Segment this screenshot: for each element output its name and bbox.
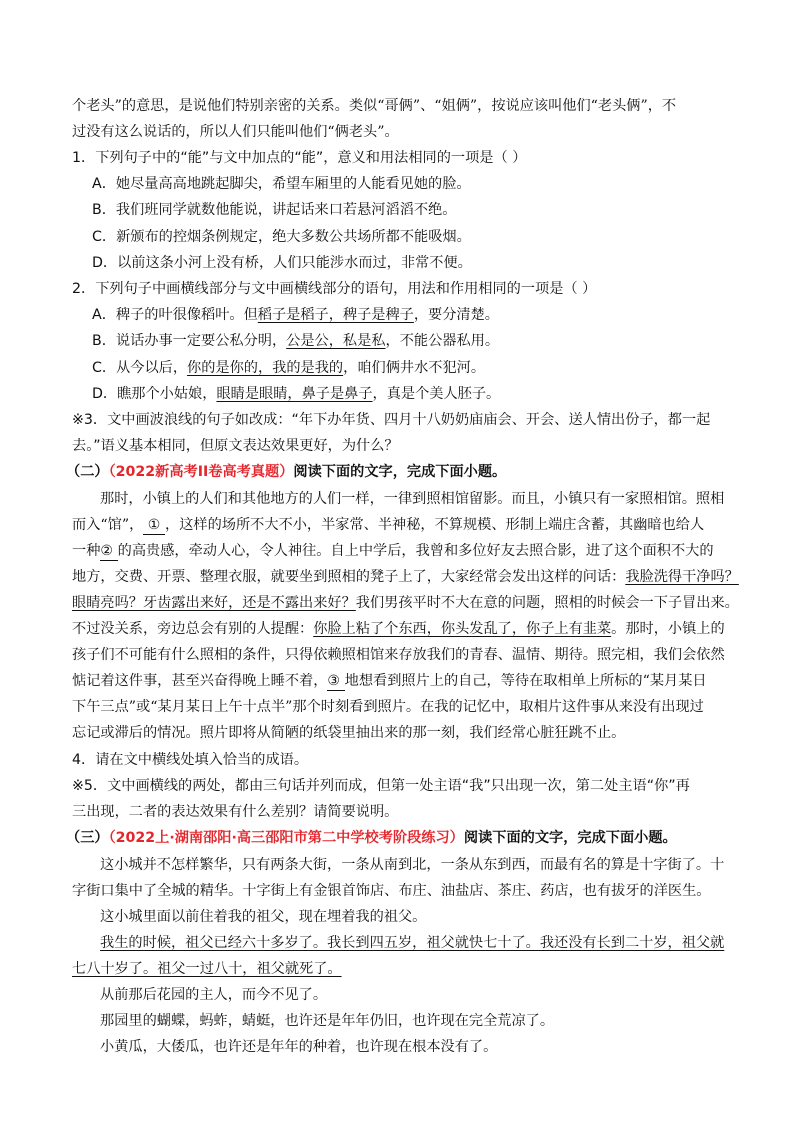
passage-2-line-9: 下午三点”或“某月某日上午十点半”那个时刻看到照片。在我的记忆中，取相片这件事从来没有出现过 — [72, 699, 704, 715]
underlined-sentence-1-cont: 眼睛亮吗？牙齿露出来好，还是不露出来好？ — [72, 595, 356, 611]
underlined-sentence-1: 我脸洗得干净吗？ — [625, 569, 739, 585]
question-4-stem: 4．请在文中横线处填入恰当的成语。 — [72, 752, 309, 768]
option-c-text: C．从今以后， — [92, 360, 188, 376]
option-d-underlined: 眼睛是眼睛，鼻子是鼻子 — [216, 386, 373, 402]
section-3-instruction: 阅读下面的文字，完成下面小题。 — [463, 830, 677, 846]
intro-line-1: 个老头”的意思，是说他们特别亲密的关系。类似“哥俩”、“姐俩”，按说应该叫他们“老头俩”，不 — [72, 98, 677, 114]
section-2-instruction: 阅读下面的文字，完成下面小题。 — [293, 464, 507, 480]
question-1-option-c: C．新颁布的控烟条例规定，绝大多数公共场所都不能吸烟。 — [92, 229, 471, 245]
passage-text: 不过没关系，旁边总会有别的人提醒： — [72, 621, 314, 637]
passage-text: 。那时，小镇上的 — [611, 621, 725, 637]
passage-text: 一种 — [72, 543, 101, 559]
passage-text: 惦记着这件事，甚至兴奋得晚上睡不着， — [72, 673, 328, 689]
passage-2-line-10: 忘记或滞后的情况。照片即将从简陋的纸袋里抽出来的那一刻，我们经常心脏狂跳不止。 — [72, 725, 626, 741]
passage-2-line-5 — [72, 594, 739, 612]
passage-2-line-1: 那时，小镇上的人们和其他地方的人们一样，一律到照相馆留影。而且，小镇只有一家照相馆。照相 — [100, 491, 725, 507]
passage-2-line-2 — [72, 516, 704, 535]
question-5-line-1: ※5．文中画横线的两处，都由三句话并列而成，但第一处主语“我”只出现一次，第二处主语“你”再 — [72, 778, 690, 794]
question-2-stem: 2．下列句子中画横线部分与文中画横线部分的语句，用法和作用相同的一项是（ ） — [72, 281, 597, 297]
option-b-text-end: ，不能公器私用。 — [385, 333, 500, 349]
passage-2-line-7: 孩子们不可能有什么照相的条件，只得依赖照相馆来存放我们的青春、温情、期待。照完相，我们会依然 — [72, 647, 725, 663]
option-a-underlined: 稻子是稻子，稗子是稗子 — [257, 307, 414, 323]
passage-3-line-4 — [100, 934, 724, 952]
question-1-option-a: A．她尽量高高地跳起脚尖，希望车厢里的人能看见她的脸。 — [92, 176, 471, 192]
option-c-underlined: 你的是你的，我的是我的 — [187, 360, 344, 376]
passage-3-line-3: 这小城里面以前住着我的祖父，现在埋着我的祖父。 — [100, 909, 427, 925]
passage-text: 地方，交费、开票、整理衣服，就要坐到照相的凳子上了，大家经常会发出这样的问话： — [72, 569, 626, 585]
question-2-option-d — [92, 385, 500, 403]
blank-marker-2: ② — [100, 542, 117, 561]
section-2-source: （2022新高考II卷高考真题） — [108, 464, 294, 480]
underlined-passage: 我生的时候，祖父已经六十多岁了。我长到四五岁，祖父就快七十了。我还没有长到二十岁，祖父就 — [100, 935, 725, 951]
passage-3-line-6: 从前那后花园的主人，而今不见了。 — [100, 987, 328, 1003]
passage-text: 地想看到照片上的自己，等待在取相单上所标的“某月某日 — [344, 673, 707, 689]
underlined-sentence-2: 你脸上粘了个东西，你头发乱了，你子上有韭菜 — [313, 621, 612, 637]
question-2-option-a — [92, 306, 499, 324]
blank-marker-3: ③ — [327, 672, 344, 691]
underlined-passage-cont: 七八十岁了。祖父一过八十，祖父就死了。 — [72, 961, 342, 977]
passage-2-line-8 — [72, 672, 707, 691]
question-1-stem: 1．下列句子中的“能”与文中加点的“能”，意义和用法相同的一项是（ ） — [72, 150, 527, 166]
option-a-text-end: ，要分清楚。 — [413, 307, 499, 323]
section-2-number: （二） — [66, 464, 109, 480]
question-3-line-2: 去。”语义基本相同，但原文表达效果更好，为什么？ — [72, 438, 399, 454]
question-1-option-b: B．我们班同学就数他能说，讲起话来口若悬河滔滔不绝。 — [92, 202, 457, 218]
question-1-option-d: D．以前这条小河上没有桥，人们只能涉水而过，非常不便。 — [92, 255, 472, 271]
option-a-text: A．稗子的叶很像稻叶。但 — [92, 307, 258, 323]
question-3-line-1: ※3．文中画波浪线的句子如改成：“年下办年货、四月十八奶奶庙庙会、开会、送人情出份子，都一起 — [72, 412, 711, 428]
option-d-text-end: ，真是个美人胚子。 — [372, 386, 501, 402]
passage-2-line-3 — [72, 542, 714, 561]
question-2-option-c — [92, 359, 485, 377]
passage-2-line-4 — [72, 568, 739, 586]
passage-3-line-1: 这小城并不怎样繁华，只有两条大街，一条从南到北，一条从东到西，而最有名的算是十字街了。十 — [100, 857, 725, 873]
passage-3-line-2: 字街口集中了全城的精华。十字街上有金银首饰店、布庄、油盐店、茶庄、药店，也有拔牙的洋医生。 — [72, 883, 711, 899]
section-2-heading — [66, 463, 506, 481]
section-3-heading — [66, 829, 677, 847]
passage-text: ，这样的场所不大不小，半家常、半神秘，不算规模、形制上端庄含蓄，其幽暗也给人 — [165, 517, 705, 533]
blank-marker-1: ① — [143, 516, 165, 535]
passage-text: 的高贵感，牵动人心，令人神往。自上中学后，我曾和多位好友去照合影，进了这个面积不大的 — [117, 543, 714, 559]
passage-text: 我们男孩平时不大在意的问题，照相的时候会一下子冒出来。 — [355, 595, 739, 611]
passage-3-line-5 — [72, 960, 342, 978]
section-3-source: （2022上·湖南邵阳·高三邵阳市第二中学校考阶段练习） — [108, 830, 464, 846]
option-d-text: D．瞧那个小姑娘， — [92, 386, 217, 402]
passage-3-line-8: 小黄瓜，大倭瓜，也许还是年年的种着，也许现在根本没有了。 — [100, 1039, 498, 1055]
option-b-text: B．说话办事一定要公私分明， — [92, 333, 287, 349]
option-b-underlined: 公是公，私是私 — [286, 333, 386, 349]
question-5-line-2: 三出现，二者的表达效果有什么差别？请简要说明。 — [72, 804, 399, 820]
intro-line-2: 过没有这么说话的，所以人们只能叫他们“俩老头”。 — [72, 124, 399, 140]
section-3-number: （三） — [66, 830, 109, 846]
passage-2-line-6 — [72, 620, 725, 638]
passage-text: 而入“馆”， — [72, 517, 144, 533]
question-2-option-b — [92, 332, 499, 350]
passage-3-line-7: 那园里的蝴蝶，蚂蚱，蜻蜓，也许还是年年仍旧，也许现在完全荒凉了。 — [100, 1013, 555, 1029]
option-c-text-end: ，咱们俩井水不犯河。 — [343, 360, 486, 376]
